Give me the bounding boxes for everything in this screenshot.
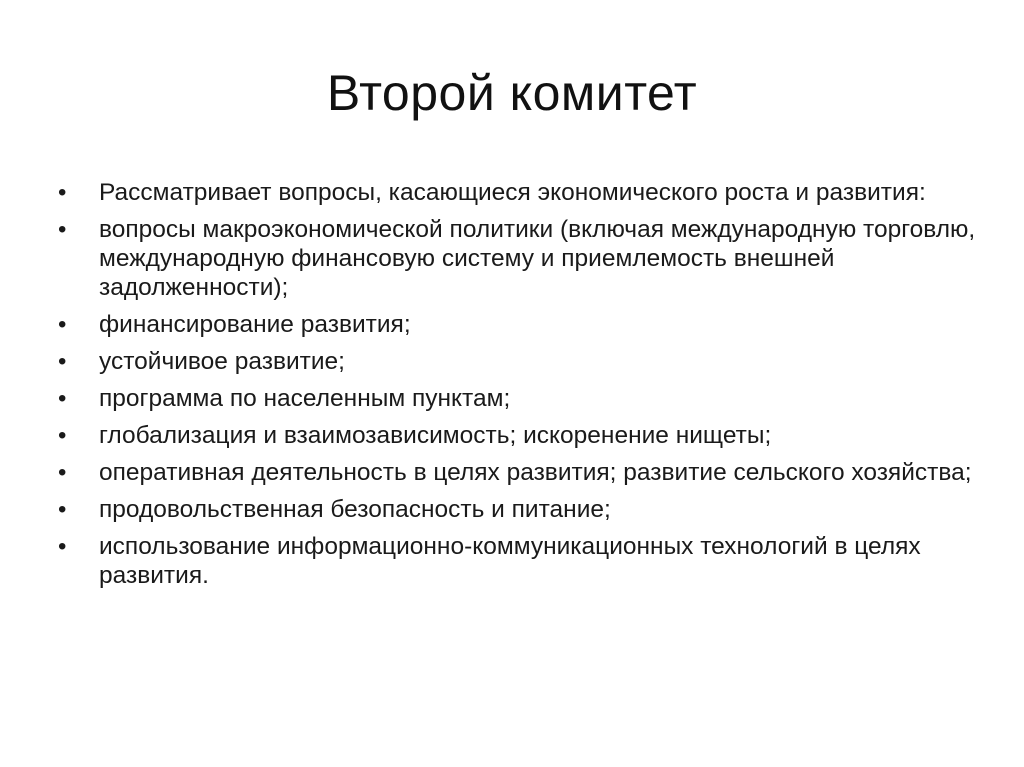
bullet-icon: • (58, 385, 67, 412)
bullet-list (58, 178, 978, 598)
list-item-text: программа по населенным пунктам; (99, 385, 511, 412)
list-item (58, 458, 978, 487)
bullet-icon: • (58, 422, 67, 449)
list-item (58, 215, 978, 302)
list-item-text: использование информационно-коммуникационных технологий в целях развития. (99, 533, 921, 589)
list-item (58, 347, 978, 376)
bullet-icon: • (58, 311, 67, 338)
bullet-icon: • (58, 179, 67, 206)
list-item (58, 384, 978, 413)
bullet-icon: • (58, 216, 67, 243)
list-item (58, 495, 978, 524)
bullet-icon: • (58, 348, 67, 375)
list-item (58, 178, 978, 207)
list-item-text: глобализация и взаимозависимость; искоренение нищеты; (99, 422, 772, 449)
list-item (58, 532, 978, 590)
bullet-icon: • (58, 459, 67, 486)
list-item-text: финансирование развития; (99, 311, 411, 338)
list-item-text: оперативная деятельность в целях развития; развитие сельского хозяйства; (99, 459, 972, 486)
list-item (58, 421, 978, 450)
list-item-text: Рассматривает вопросы, касающиеся экономического роста и развития: (99, 179, 926, 206)
bullet-icon: • (58, 496, 67, 523)
list-item-text: вопросы макроэкономической политики (включая международную торговлю, международную финансовую систему и приемлемость внешней задолженности); (99, 216, 976, 301)
list-item-text: продовольственная безопасность и питание; (99, 496, 611, 523)
list-item-text: устойчивое развитие; (99, 348, 345, 375)
slide-title: Второй комитет (326, 65, 698, 121)
bullet-icon: • (58, 533, 67, 560)
list-item (58, 310, 978, 339)
